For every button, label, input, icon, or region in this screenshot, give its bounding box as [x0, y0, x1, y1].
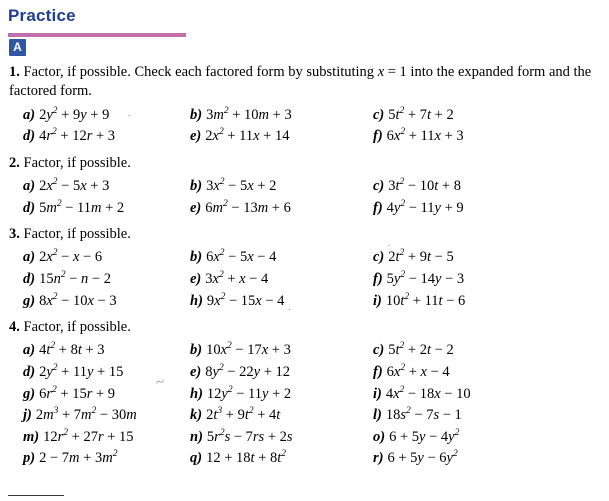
item-label: g): [23, 292, 36, 309]
item-3c: [373, 247, 603, 268]
item-expression: $4t^2 + 8t + 3$: [39, 341, 105, 359]
question-3-items: [9, 247, 603, 311]
item-expression: $3x^2 + x - 4$: [205, 270, 269, 288]
item-expression: $2x^2 + 11x + 14$: [205, 127, 290, 145]
item-1a: [23, 105, 190, 126]
item-expression: $2x^2 - x - 6$: [39, 248, 103, 266]
question-2-intro-text: Factor, if possible.: [23, 154, 131, 171]
item-2c: [373, 176, 603, 197]
worksheet-page: [0, 6, 609, 501]
item-expression: $9x^2 - 15x - 4$: [206, 291, 285, 309]
item-4m: [23, 427, 190, 448]
scan-artifact-tick: ·: [387, 240, 391, 252]
question-3-number: 3.: [9, 226, 20, 243]
question-4-items: [9, 340, 603, 468]
question-1-intro: [9, 63, 603, 102]
item-expression: $3m^2 + 10m + 3$: [206, 105, 292, 123]
item-1b: [190, 105, 373, 126]
item-expression: $2y^2 + 9y + 9$: [39, 105, 110, 123]
question-2-items: [9, 176, 603, 218]
item-4o: [373, 427, 603, 448]
item-expression: $6 + 5y - 4y^2$: [389, 427, 460, 445]
question-3-intro-text: Factor, if possible.: [23, 226, 131, 243]
scan-artifact-dot-2: .: [288, 301, 291, 313]
item-4b: [190, 340, 373, 361]
question-4-number: 4.: [9, 319, 20, 336]
item-expression: $2y^2 + 11y + 15$: [39, 363, 124, 381]
item-4n: [190, 427, 373, 448]
item-4q: [190, 448, 373, 469]
item-label: q): [190, 450, 203, 467]
item-label: a): [23, 342, 36, 359]
question-4-intro-text: Factor, if possible.: [23, 319, 131, 336]
question-1-intro-var: x: [377, 64, 385, 80]
item-3h: [190, 291, 373, 312]
item-expression: $2 - 7m + 3m^2$: [39, 449, 118, 467]
item-label: d): [23, 199, 36, 216]
item-label: j): [23, 407, 32, 424]
section-badge: A: [9, 39, 26, 56]
item-expression: $10t^2 + 11t - 6$: [385, 291, 466, 309]
item-expression: $6m^2 - 13m + 6$: [205, 198, 291, 216]
item-expression: $6 + 5y - 6y^2$: [387, 449, 458, 467]
item-label: f): [373, 271, 383, 288]
item-expression: $3x^2 - 5x + 2$: [206, 177, 277, 194]
item-2a: [23, 176, 190, 197]
item-4c: [373, 340, 603, 361]
item-2f: [373, 198, 603, 219]
question-1-number: 1.: [9, 64, 20, 80]
item-label: c): [373, 178, 385, 194]
item-label: f): [373, 199, 383, 216]
item-label: h): [190, 292, 203, 309]
item-label: e): [190, 364, 202, 381]
item-label: a): [23, 249, 36, 266]
item-expression: $6x^2 - 5x - 4$: [206, 248, 277, 266]
item-label: c): [373, 342, 385, 359]
item-4r: [373, 448, 603, 469]
scan-artifact-dot: .: [128, 107, 131, 119]
page-title: Practice: [8, 6, 76, 25]
item-4h: [190, 384, 373, 405]
item-expression: $12y^2 - 11y + 2$: [206, 384, 292, 402]
item-expression: $4r^2 + 12r + 3$: [39, 127, 116, 145]
item-label: h): [190, 385, 203, 402]
item-3f: [373, 269, 603, 290]
title-underline-rule: [8, 33, 186, 37]
item-expression: $6r^2 + 15r + 9$: [39, 384, 116, 402]
question-2: [0, 154, 609, 218]
item-2b: [190, 176, 373, 197]
item-expression: $2t^3 + 9t^2 + 4t$: [206, 406, 281, 424]
item-label: b): [190, 178, 203, 194]
item-expression: $2t^2 + 9t - 5$: [388, 248, 454, 266]
item-label: a): [23, 106, 36, 123]
question-4-intro: [9, 318, 603, 337]
item-label: d): [23, 128, 36, 145]
question-3: [0, 225, 609, 311]
item-label: f): [373, 364, 383, 381]
item-expression: $8x^2 - 10x - 3$: [39, 291, 117, 309]
item-expression: $2m^3 + 7m^2 - 30m$: [35, 406, 137, 424]
item-3e: [190, 269, 373, 290]
item-expression: $4x^2 - 18x - 10$: [385, 384, 471, 402]
question-1-items: [9, 105, 603, 147]
item-label: n): [190, 428, 203, 445]
item-label: i): [373, 292, 382, 309]
item-4f: [373, 362, 603, 383]
item-label: r): [373, 450, 384, 467]
item-1f: [373, 126, 603, 147]
item-label: l): [373, 407, 382, 424]
item-label: d): [23, 364, 36, 381]
item-label: f): [373, 128, 383, 145]
question-1-intro-pre: Factor, if possible. Check each factored form by substituting: [23, 64, 378, 80]
item-expression: $15n^2 - n - 2$: [39, 270, 111, 288]
item-expression: $10x^2 - 17x + 3$: [206, 341, 291, 359]
item-label: b): [190, 106, 203, 123]
item-expression: $5t^2 + 2t - 2$: [388, 341, 454, 359]
item-4k: [190, 405, 373, 426]
item-2d: [23, 198, 190, 219]
item-4d: [23, 362, 190, 383]
item-label: e): [190, 271, 202, 288]
item-expression: $5m^2 - 11m + 2$: [39, 198, 125, 216]
item-label: i): [373, 385, 382, 402]
item-1e: [190, 126, 373, 147]
question-3-intro: [9, 225, 603, 244]
item-label: c): [373, 249, 385, 266]
item-expression: $4y^2 - 11y + 9$: [386, 198, 464, 216]
item-3a: [23, 247, 190, 268]
item-expression: $2x^2 - 5x + 3$: [39, 177, 110, 194]
item-1c: [373, 105, 603, 126]
item-label: g): [23, 385, 36, 402]
item-expression: $12r^2 + 27r + 15$: [43, 427, 134, 445]
item-3i: [373, 291, 603, 312]
item-4i: [373, 384, 603, 405]
question-1: [0, 63, 609, 147]
item-1d: [23, 126, 190, 147]
bottom-edge-line: [8, 495, 64, 496]
item-expression: $6x^2 + x - 4$: [386, 363, 450, 381]
item-3b: [190, 247, 373, 268]
item-expression: $6x^2 + 11x + 3$: [386, 127, 464, 145]
item-expression: $5y^2 - 14y - 3$: [386, 270, 465, 288]
item-4l: [373, 405, 603, 426]
item-4j: [23, 405, 190, 426]
item-expression: $8y^2 - 22y + 12$: [205, 363, 291, 381]
item-label: m): [23, 428, 40, 445]
item-expression: $5r^2s - 7rs + 2s$: [206, 427, 293, 445]
item-label: c): [373, 106, 385, 123]
item-expression: $18s^2 - 7s - 1$: [385, 406, 462, 424]
item-label: e): [190, 128, 202, 145]
question-1-intro-post: = 1 into the expanded form and the factored form.: [9, 64, 592, 100]
item-label: b): [190, 249, 203, 266]
item-label: b): [190, 342, 203, 359]
item-4p: [23, 448, 190, 469]
item-4a: [23, 340, 190, 361]
scan-artifact-squiggle: ~: [154, 373, 167, 392]
item-4e: [190, 362, 373, 383]
item-3d: [23, 269, 190, 290]
question-4: [0, 318, 609, 469]
item-label: e): [190, 199, 202, 216]
question-2-number: 2.: [9, 154, 20, 171]
question-2-intro: [9, 154, 603, 173]
item-expression: $3t^2 - 10t + 8$: [388, 177, 461, 194]
item-label: o): [373, 428, 386, 445]
item-label: k): [190, 407, 203, 424]
item-3g: [23, 291, 190, 312]
item-2e: [190, 198, 373, 219]
item-expression: $12 + 18t + 8t^2$: [206, 449, 287, 467]
item-label: d): [23, 271, 36, 288]
item-label: a): [23, 178, 36, 194]
item-label: p): [23, 450, 36, 467]
item-4g: [23, 384, 190, 405]
item-expression: $5t^2 + 7t + 2$: [388, 105, 454, 123]
